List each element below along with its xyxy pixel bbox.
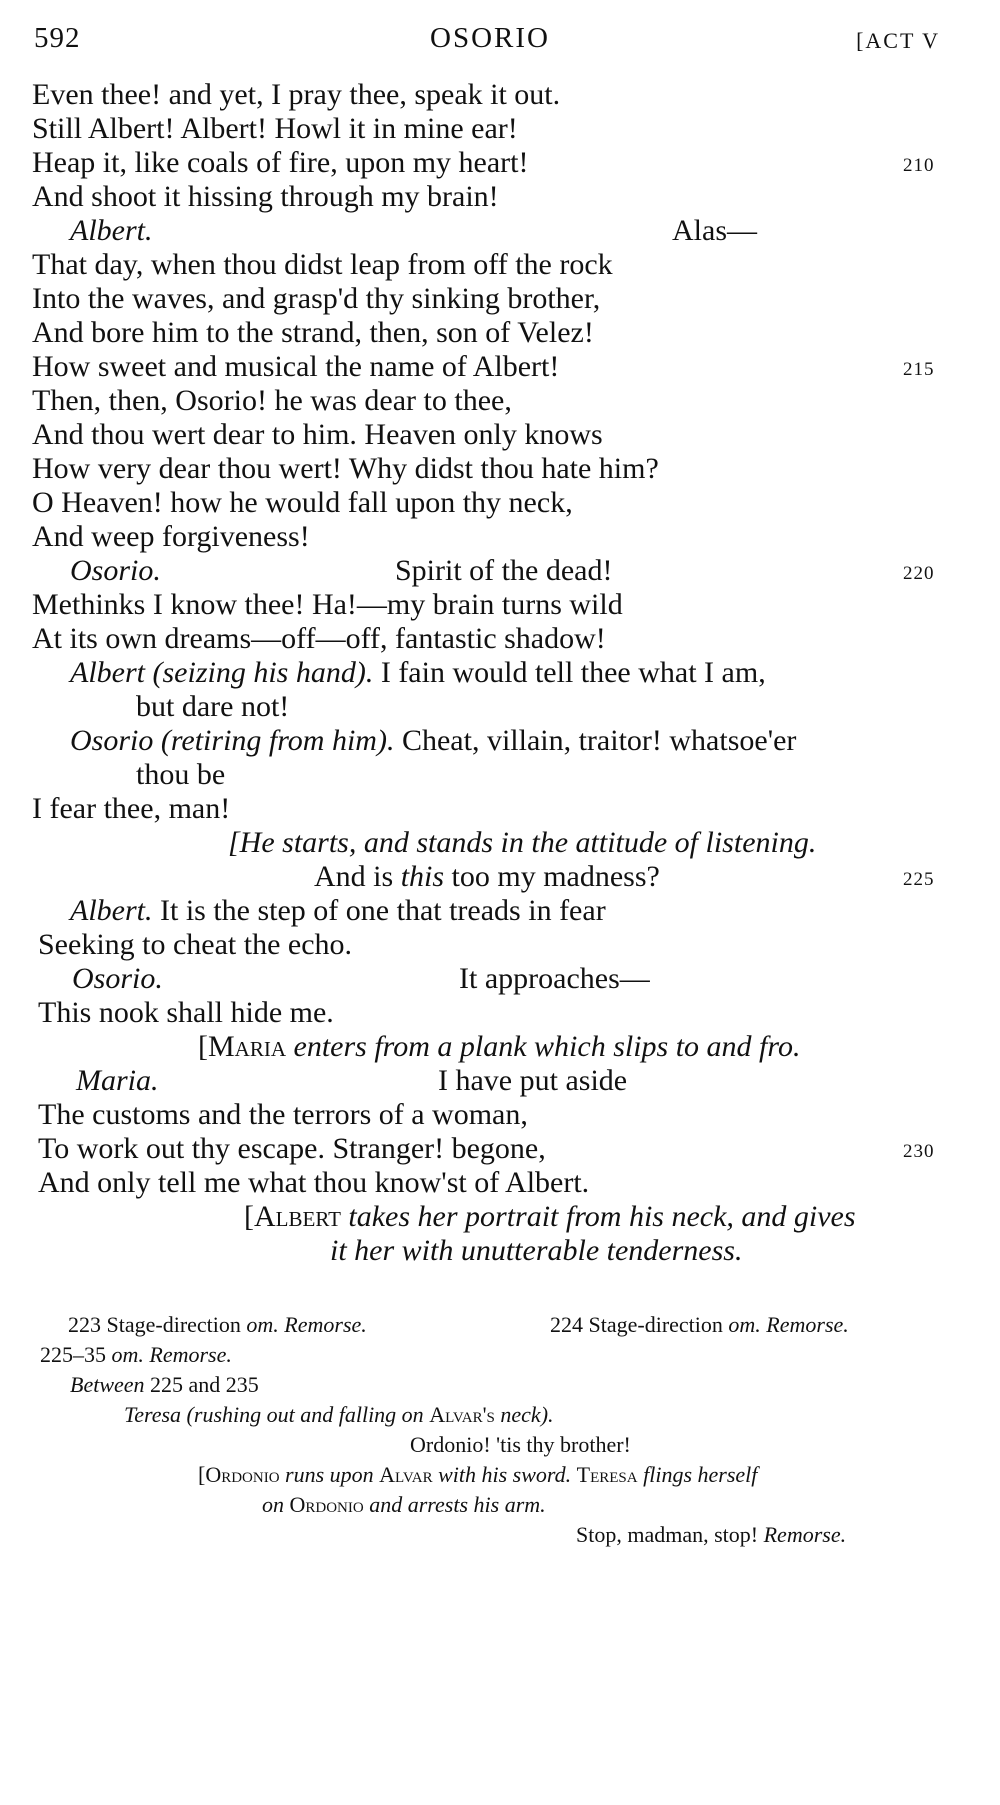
speech-text: It is the step of one that treads in fear — [160, 894, 606, 927]
line-number: 230 — [903, 1141, 935, 1162]
verse-line: Alas— — [672, 214, 757, 247]
footnote-variant: Ordonio! 'tis thy brother! — [410, 1432, 631, 1457]
footnote-text: Stop, madman, stop! — [576, 1522, 759, 1547]
verse-line: And thou wert dear to him. Heaven only knows — [32, 418, 603, 451]
footnote-ref: 225 and 235 — [150, 1372, 259, 1397]
character-name: Teresa — [576, 1462, 638, 1487]
footnote-text: runs upon — [285, 1462, 374, 1487]
verse-line: To work out thy escape. Stranger! begone, — [38, 1132, 546, 1165]
verse-line: How sweet and musical the name of Albert! — [32, 350, 560, 383]
stage-direction: (retiring from him). — [160, 724, 395, 757]
character-name: Ordonio — [289, 1492, 364, 1517]
running-title: OSORIO — [430, 22, 550, 54]
bracket: [ — [198, 1030, 208, 1063]
character-name: Alvar — [379, 1462, 433, 1487]
bracket: [ — [244, 1200, 254, 1233]
footnote-text: neck). — [500, 1402, 554, 1427]
emphasis-text: this — [400, 860, 445, 893]
verse-line: And shoot it hissing through my brain! — [32, 180, 499, 213]
verse-text: too my madness? — [451, 860, 660, 893]
speaker-name: Maria. — [76, 1064, 159, 1097]
footnote-variant — [124, 1404, 554, 1426]
verse-line: The customs and the terrors of a woman, — [38, 1098, 528, 1131]
verse-line: Methinks I know thee! Ha!—my brain turns wild — [32, 588, 623, 621]
verse-line: This nook shall hide me. — [38, 996, 334, 1029]
verse-line: Even thee! and yet, I pray thee, speak it out. — [32, 78, 561, 111]
footnote-text: on — [262, 1492, 284, 1517]
speaker-name: Albert. — [70, 894, 153, 927]
footnote-text: with his sword. — [438, 1462, 572, 1487]
speaker-name: Osorio. — [70, 554, 161, 587]
footnote-note: om. Remorse. — [111, 1342, 232, 1367]
line-number: 220 — [903, 563, 935, 584]
bracket: [ — [198, 1462, 206, 1487]
line-number: 225 — [903, 869, 935, 890]
verse-line: thou be — [136, 758, 226, 791]
speaker-name: Osorio. — [72, 962, 163, 995]
character-name: Maria — [208, 1030, 287, 1063]
stage-direction-line — [244, 1202, 856, 1232]
footnote — [40, 1344, 232, 1366]
speaker-name: Albert. — [70, 214, 153, 247]
footnote-note: om. Remorse. — [728, 1312, 849, 1337]
verse-line: And only tell me what thou know'st of Albert. — [38, 1166, 590, 1199]
verse-line: It approaches— — [459, 962, 650, 995]
footnote-ref: 224 Stage-direction — [550, 1312, 723, 1337]
character-name: Alvar's — [429, 1402, 495, 1427]
stage-direction: enters from a plank which slips to and fro. — [293, 1030, 801, 1063]
footnote-variant — [198, 1464, 757, 1486]
stage-direction: (seizing his hand). — [152, 656, 374, 689]
verse-line: Then, then, Osorio! he was dear to thee, — [32, 384, 512, 417]
footnote-note: om. Remorse. — [246, 1312, 367, 1337]
stage-direction: takes her portrait from his neck, and gives — [348, 1200, 856, 1233]
footnote-text: flings herself — [643, 1462, 758, 1487]
footnote — [68, 1314, 367, 1336]
verse-line: Still Albert! Albert! Howl it in mine ear! — [32, 112, 518, 145]
stage-direction-line — [198, 1032, 800, 1062]
verse-line: At its own dreams—off—off, fantastic shadow! — [32, 622, 606, 655]
footnote — [70, 1374, 259, 1396]
line-number: 210 — [903, 155, 935, 176]
speaker-name: Albert — [70, 656, 145, 689]
verse-line: Heap it, like coals of fire, upon my heart! — [32, 146, 529, 179]
verse-line: And weep forgiveness! — [32, 520, 310, 553]
verse-line: How very dear thou wert! Why didst thou hate him? — [32, 452, 659, 485]
verse-line: O Heaven! how he would fall upon thy neck, — [32, 486, 573, 519]
footnote-ref: 225–35 — [40, 1342, 106, 1367]
speech-text: Cheat, villain, traitor! whatsoe'er — [401, 724, 797, 757]
footnote-ref: 223 Stage-direction — [68, 1312, 241, 1337]
act-label: [ACT V — [856, 28, 940, 53]
verse-line: Spirit of the dead! — [395, 554, 613, 587]
page-number: 592 — [34, 22, 81, 54]
verse-line: I have put aside — [438, 1064, 628, 1097]
character-name: Ordonio — [205, 1462, 280, 1487]
speech-line — [70, 658, 766, 688]
footnote-note: Remorse. — [763, 1522, 847, 1547]
footnote-variant — [576, 1524, 846, 1546]
footnote — [550, 1314, 849, 1336]
speech-line — [70, 896, 606, 926]
speech-text: I fain would tell thee what I am, — [380, 656, 766, 689]
verse-line: Into the waves, and grasp'd thy sinking brother, — [32, 282, 601, 315]
verse-line: And bore him to the strand, then, son of Velez! — [32, 316, 594, 349]
footnote-note: Between — [70, 1372, 145, 1397]
footnote-text: and arrests his arm. — [369, 1492, 546, 1517]
speech-line — [70, 726, 796, 756]
speaker-name: Osorio — [70, 724, 154, 757]
verse-line: That day, when thou didst leap from off the rock — [32, 248, 613, 281]
verse-line — [314, 862, 660, 892]
verse-line: Seeking to cheat the echo. — [38, 928, 353, 961]
verse-line: but dare not! — [136, 690, 290, 723]
footnote-text: Teresa (rushing out and falling on — [124, 1402, 424, 1427]
verse-text: And is — [314, 860, 394, 893]
verse-line: I fear thee, man! — [32, 792, 231, 825]
line-number: 215 — [903, 359, 935, 380]
stage-direction: it her with unutterable tenderness. — [330, 1234, 743, 1267]
footnote-variant — [262, 1494, 546, 1516]
character-name: Albert — [254, 1200, 341, 1233]
stage-direction: [He starts, and stands in the attitude of listening. — [228, 826, 817, 859]
